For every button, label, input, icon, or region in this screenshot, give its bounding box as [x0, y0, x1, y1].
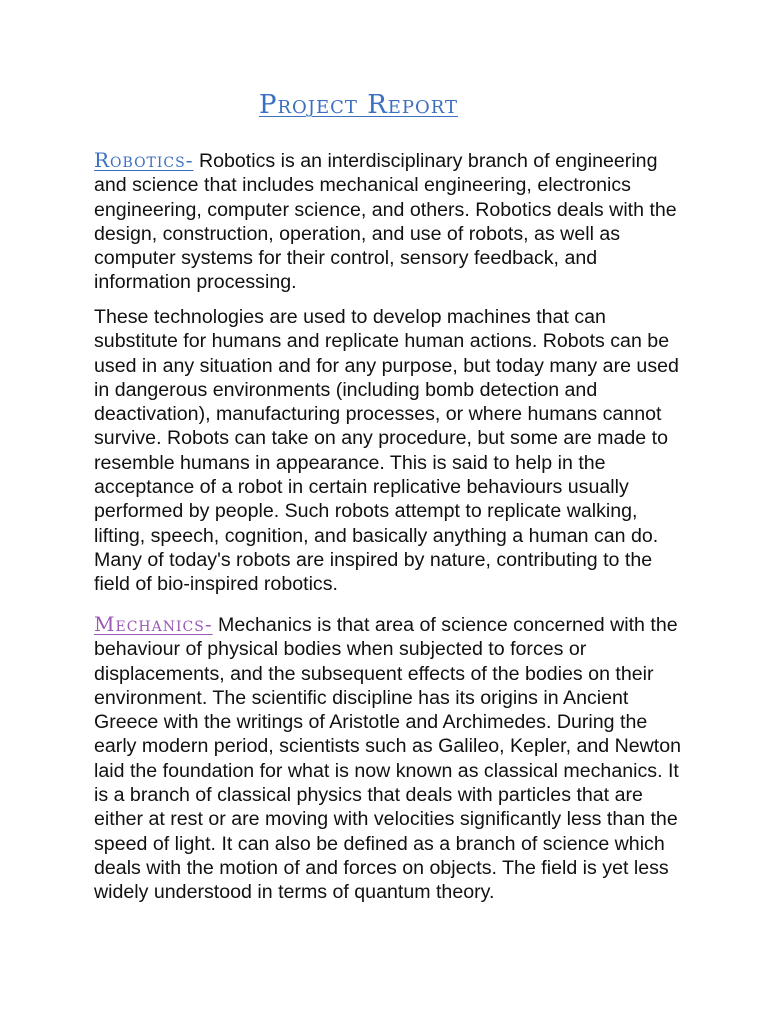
- mechanics-paragraph: [94, 612, 684, 905]
- robotics-paragraph-2: [94, 305, 684, 597]
- robotics-text-2: These technologies are used to develop machines that can substitute for humans and replicate human actions. Robots can be used in any situation and for any purpose, but today many are used in dangerous environments (including bomb detection and deactivation), manufacturing processes, or where humans cannot survive. Robots can take on any procedure, but some are made to resemble humans in appearance. This is said to help in the acceptance of a robot in certain replicative behaviours usually performed by people. Such robots attempt to replicate walking, lifting, speech, cognition, and basically anything a human can do. Many of today's robots are inspired by nature, contributing to the field of bio-inspired robotics.: [94, 306, 679, 596]
- robotics-text: Robotics is an interdisciplinary branch of engineering and science that includes mechanical engineering, electronics engineering, computer science, and others. Robotics deals with the design, construction, operation, and use of robots, as well as computer systems for their control, sensory feedback, and information processing.: [94, 150, 677, 294]
- page-title: Project Report: [259, 90, 459, 120]
- robotics-heading: Robotics-: [94, 148, 194, 172]
- mechanics-heading: Mechanics-: [94, 612, 213, 636]
- robotics-paragraph: [94, 148, 684, 295]
- mechanics-text: Mechanics is that area of science concerned with the behaviour of physical bodies when subjected to forces or displacements, and the subsequent effects of the bodies on their environment. The scientific discipline has its origins in Ancient Greece with the writings of Aristotle and Archimedes. During the early modern period, scientists such as Galileo, Kepler, and Newton laid the foundation for what is now known as classical mechanics. It is a branch of classical physics that deals with particles that are either at rest or are moving with velocities significantly less than the speed of light. It can also be defined as a branch of science which deals with the motion of and forces on objects. The field is yet less widely understood in terms of quantum theory.: [94, 614, 682, 904]
